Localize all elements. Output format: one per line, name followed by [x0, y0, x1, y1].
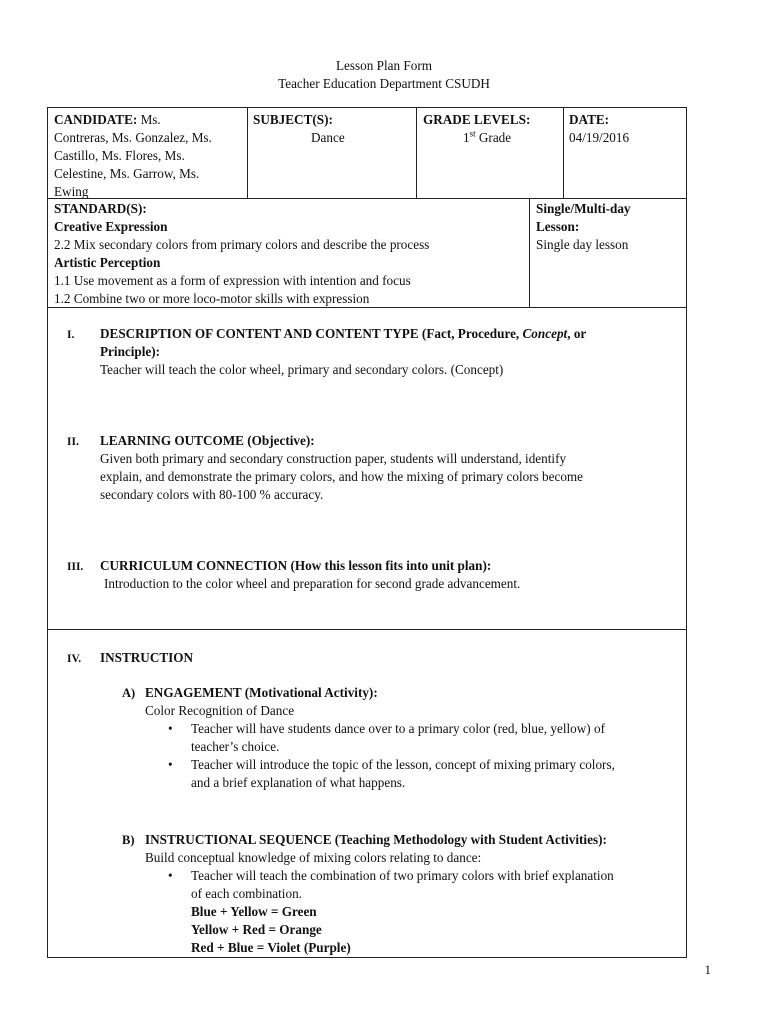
candidate-value: Celestine, Ms. Garrow, Ms. — [54, 166, 200, 181]
form-title: Lesson Plan Form — [336, 58, 432, 73]
section-body: Introduction to the color wheel and preparation for second grade advancement. — [104, 576, 521, 591]
subsection-subtitle: Color Recognition of Dance — [145, 703, 295, 718]
lesson-length-label: Lesson: — [536, 219, 580, 234]
color-combination: Yellow + Red = Orange — [191, 922, 322, 937]
section-title: Principle): — [100, 344, 161, 359]
lesson-length-cell — [536, 200, 684, 254]
standard-item: 1.1 Use movement as a form of expression with intention and focus — [54, 273, 411, 288]
creative-expression-heading: Creative Expression — [54, 219, 168, 234]
engagement-bullets — [165, 720, 680, 792]
instruction-box — [47, 629, 687, 958]
lesson-length-label: Single/Multi-day — [536, 201, 631, 216]
standard-item: 1.2 Combine two or more loco-motor skills with expression — [54, 291, 370, 306]
section-title: LEARNING OUTCOME (Objective): — [100, 433, 315, 448]
candidate-label: CANDIDATE: — [54, 112, 138, 127]
subsection-title: INSTRUCTIONAL SEQUENCE (Teaching Methodology with Student Activities): — [145, 832, 607, 847]
standards-cell — [54, 200, 524, 308]
grade-label: GRADE LEVELS: — [423, 112, 531, 127]
date-label: DATE: — [569, 112, 610, 127]
section-title: INSTRUCTION — [100, 650, 194, 665]
subject-cell — [253, 111, 413, 147]
date-value: 04/19/2016 — [569, 130, 630, 145]
divider — [247, 108, 248, 198]
grade-value: 1st Grade — [463, 128, 512, 145]
section-title: DESCRIPTION OF CONTENT AND CONTENT TYPE (Fact, Procedure, Concept, or — [100, 326, 587, 341]
section-body: secondary colors with 80-100 % accuracy. — [100, 487, 324, 502]
color-combination: Blue + Yellow = Green — [191, 904, 317, 919]
section-body: explain, and demonstrate the primary colors, and how the mixing of primary colors become — [100, 469, 584, 484]
subsection-letter: B) — [122, 833, 135, 847]
grade-cell — [423, 111, 559, 147]
standard-item: 2.2 Mix secondary colors from primary colors and describe the process — [54, 237, 430, 252]
candidate-value: Contreras, Ms. Gonzalez, Ms. — [54, 130, 212, 145]
standards-label: STANDARD(S): — [54, 201, 147, 216]
divider — [563, 108, 564, 198]
instruction-bullets — [165, 867, 685, 957]
list-item: • Teacher will introduce the topic of the lesson, concept of mixing primary colors, and a brief explanation of what happens. — [165, 756, 680, 792]
candidate-value: Castillo, Ms. Flores, Ms. — [54, 148, 185, 163]
subsection-letter: A) — [122, 686, 136, 700]
divider — [529, 198, 530, 307]
lesson-length-value: Single day lesson — [536, 237, 629, 252]
document-header — [0, 57, 768, 93]
section-title: CURRICULUM CONNECTION (How this lesson fits into unit plan): — [100, 558, 492, 573]
subsection-subtitle: Build conceptual knowledge of mixing colors relating to dance: — [145, 850, 482, 865]
standards-table — [47, 198, 687, 308]
list-item: • Teacher will have students dance over to a primary color (red, blue, yellow) of teacher’s choice. — [165, 720, 680, 756]
section-number: I. — [67, 329, 75, 341]
page-number: 1 — [704, 962, 711, 977]
section-number: IV. — [67, 653, 82, 665]
candidate-cell — [54, 111, 242, 201]
color-combination: Red + Blue = Violet (Purple) — [191, 940, 351, 955]
subsection-title: ENGAGEMENT (Motivational Activity): — [145, 685, 378, 700]
divider — [416, 108, 417, 198]
content-sections-box — [47, 307, 687, 630]
section-number: III. — [67, 561, 84, 573]
candidate-value: Ewing — [54, 184, 89, 199]
date-cell — [569, 111, 683, 147]
section-number: II. — [67, 436, 79, 448]
artistic-perception-heading: Artistic Perception — [54, 255, 161, 270]
candidate-value: Ms. — [140, 112, 161, 127]
subject-value: Dance — [311, 130, 345, 145]
subject-label: SUBJECT(S): — [253, 112, 333, 127]
section-body: Given both primary and secondary construction paper, students will understand, identify — [100, 451, 567, 466]
list-item: • Teacher will teach the combination of two primary colors with brief explanation of each combination. Blue + Yellow = Green Yellow + Red = Orange Red + Blue = Violet (Purple) — [165, 867, 685, 957]
info-table — [47, 107, 687, 199]
department-title: Teacher Education Department CSUDH — [278, 76, 490, 91]
section-body: Teacher will teach the color wheel, primary and secondary colors. (Concept) — [100, 362, 504, 377]
